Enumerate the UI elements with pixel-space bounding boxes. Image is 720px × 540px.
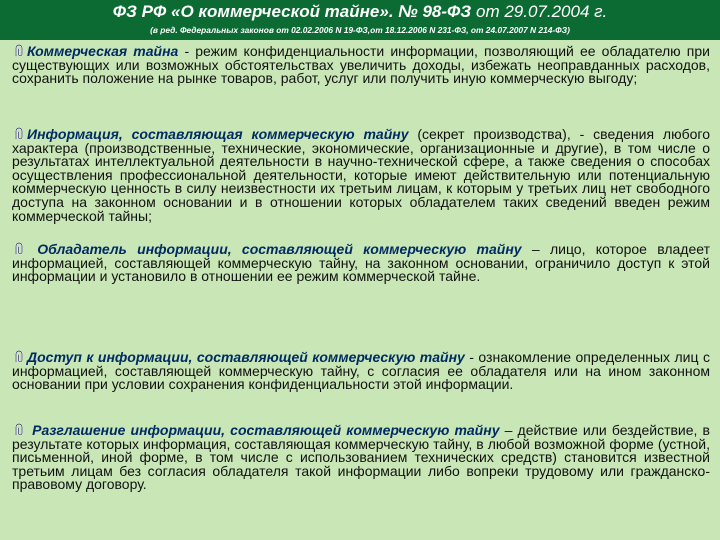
- definition-term: Доступ к информации, составляющей коммерческую тайну: [27, 349, 465, 365]
- definition-term: Информация, составляющая коммерческую тайну: [27, 126, 409, 142]
- definition-access: [12, 350, 710, 392]
- definition-text: (секрет производства), - сведения любого характера (производственные, технические, экономические, организационные и другие), в том числе о результатах интеллектуальной деятельности в научно-технической сфере, а также сведения о способах осуществления профессиональной деятельности, которые имеют действительную или потенциальную коммерческую ценность в силу неизвестности их третьим лицам, к которым у третьих лиц нет свободного доступа на законном основании и в отношении которых обладателем таких сведений введен режим коммерческой тайны;: [12, 126, 710, 224]
- definition-trade-secret: [12, 44, 710, 86]
- definition-text: – лицо, которое владеет информацией, составляющей коммерческую тайну, на законном основании, ограничило доступ к этой информации и установило в отношении ее режим коммерческой тайне.: [12, 241, 710, 285]
- definitions-panel: [0, 40, 720, 540]
- definition-term: Обладатель информации, составляющей коммерческую тайну: [37, 241, 522, 257]
- definition-term: Разглашение информации, составляющей коммерческую тайну: [32, 422, 500, 438]
- definition-text: - ознакомление определенных лиц с информацией, составляющей коммерческую тайну, с согласия ее обладателя или на ином законном основании при условии сохранения конфиденциальности этой информации.: [12, 349, 710, 393]
- law-date: от 29.07.2004 г.: [475, 2, 608, 21]
- definition-information-owner: [12, 242, 710, 284]
- law-title: ФЗ РФ «О коммерческой тайне». № 98-ФЗ: [112, 2, 472, 21]
- amendments-subtitle: (в ред. Федеральных законов от 02.02.2006 N 19-ФЗ,от 18.12.2006 N 231-ФЗ, от 24.07.2007 N 214-ФЗ): [150, 25, 570, 35]
- definition-text: – действие или бездействие, в результате которых информация, составляющая коммерческую тайну, в любой возможной форме (устной, письменной, иной форме, в том числе с использованием технических средств) становится известной третьим лицам без согласия обладателя такой информации либо вопреки трудовому или гражданско-правовому договору.: [12, 422, 710, 493]
- definition-secret-information: [12, 127, 710, 223]
- definition-term: Коммерческая тайна: [27, 43, 179, 59]
- definition-text: - режим конфиденциальности информации, позволяющий ее обладателю при существующих или возможных обстоятельствах увеличить доходы, избежать неоправданных расходов, сохранить положение на рынке товаров, работ, услуг или получить иную коммерческую выгоду;: [12, 43, 710, 87]
- page-title: [0, 2, 720, 22]
- definition-disclosure: [12, 423, 710, 492]
- title-bar: [0, 0, 720, 40]
